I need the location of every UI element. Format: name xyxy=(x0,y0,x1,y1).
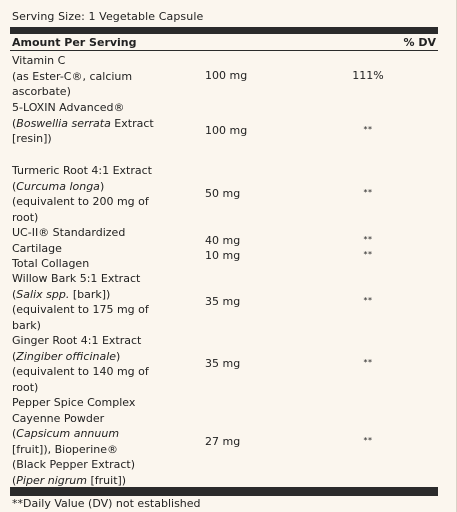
ingredient-name-line-italic: (Zingiber officinale) xyxy=(12,349,121,363)
ingredient-amount: 35 mg xyxy=(205,357,241,370)
botanical-name: Zingiber officinale xyxy=(16,349,117,363)
top-thick-rule xyxy=(10,27,438,34)
daily-value-footnote: **Daily Value (DV) not established xyxy=(12,497,201,510)
ingredient-dv: ** xyxy=(363,250,373,259)
ingredient-dv: ** xyxy=(363,358,373,367)
botanical-name: Boswellia serrata xyxy=(16,116,111,130)
ingredient-name-line-italic: (Salix spp. [bark]) xyxy=(12,287,111,301)
ingredient-name xyxy=(12,395,172,488)
ingredient-name-line: Cartilage xyxy=(12,241,62,255)
ingredient-name-line: (as Ester-C®, calcium xyxy=(12,69,133,83)
ingredient-dv: ** xyxy=(363,235,373,244)
ingredient-amount: 100 mg xyxy=(205,69,248,82)
ingredient-dv: ** xyxy=(363,125,373,134)
ingredient-dv: ** xyxy=(363,296,373,305)
ingredient-dv: ** xyxy=(363,188,373,197)
amount-per-serving-label: Amount Per Serving xyxy=(12,36,137,49)
botanical-name: Piper nigrum xyxy=(16,473,87,487)
ingredient-name xyxy=(12,225,172,256)
ingredient-name xyxy=(12,271,172,333)
ingredient-name-line: (Black Pepper Extract) xyxy=(12,458,135,471)
ingredient-name-line-italic: (Boswellia serrata Extract xyxy=(12,116,154,130)
serving-size: Serving Size: 1 Vegetable Capsule xyxy=(12,10,204,23)
ingredient-name-line: UC-II® Standardized xyxy=(12,226,126,239)
ingredient-name-line-italic: (Curcuma longa) xyxy=(12,179,105,193)
botanical-name: Capsicum annuum xyxy=(16,427,120,440)
ingredient-name-line: Turmeric Root 4:1 Extract xyxy=(12,164,152,177)
ingredient-name-line: Ginger Root 4:1 Extract xyxy=(12,334,142,347)
ingredient-name-line: [resin]) xyxy=(12,132,52,145)
ingredient-amount: 40 mg xyxy=(205,234,241,247)
ingredient-dv: 111% xyxy=(352,69,384,82)
ingredient-name-line: bark) xyxy=(12,318,41,332)
ingredient-name xyxy=(12,256,172,272)
ingredient-name-line: 5-LOXIN Advanced® xyxy=(12,101,125,114)
botanical-name: Salix spp. xyxy=(16,287,70,301)
dv-label: % DV xyxy=(403,36,436,49)
botanical-name: Curcuma longa xyxy=(16,179,100,193)
ingredient-name-line: ascorbate) xyxy=(12,85,71,98)
ingredient-name-line-italic: (Piper nigrum [fruit]) xyxy=(12,473,127,487)
ingredient-amount: 10 mg xyxy=(205,249,241,262)
ingredient-name-line-italic: (Capsicum annuum xyxy=(12,427,120,440)
ingredient-name-line: Willow Bark 5:1 Extract xyxy=(12,272,141,285)
ingredient-amount: 100 mg xyxy=(205,124,248,137)
ingredient-name-line: root) xyxy=(12,380,39,394)
bottom-thick-rule xyxy=(10,487,438,496)
ingredient-name-line: Pepper Spice Complex xyxy=(12,396,136,409)
table-header xyxy=(12,36,436,50)
ingredient-amount: 50 mg xyxy=(205,187,241,200)
ingredient-amount: 27 mg xyxy=(205,435,241,448)
ingredient-name-line: Cayenne Powder xyxy=(12,411,105,425)
ingredient-name-line: root) xyxy=(12,210,39,224)
ingredient-amount: 35 mg xyxy=(205,295,241,308)
ingredient-name-line: Total Collagen xyxy=(12,257,90,270)
ingredient-name-line: (equivalent to 175 mg of xyxy=(12,303,149,316)
ingredient-name xyxy=(12,53,172,100)
ingredient-name-line: (equivalent to 200 mg of xyxy=(12,195,149,208)
ingredient-name xyxy=(12,163,172,225)
ingredient-name-line: [fruit]), Bioperine® xyxy=(12,442,119,456)
header-rule xyxy=(10,50,438,51)
ingredient-name xyxy=(12,333,172,395)
ingredient-dv: ** xyxy=(363,436,373,445)
ingredient-name-line: Vitamin C xyxy=(12,54,66,67)
ingredient-name xyxy=(12,100,172,147)
ingredient-name-line: (equivalent to 140 mg of xyxy=(12,365,149,378)
